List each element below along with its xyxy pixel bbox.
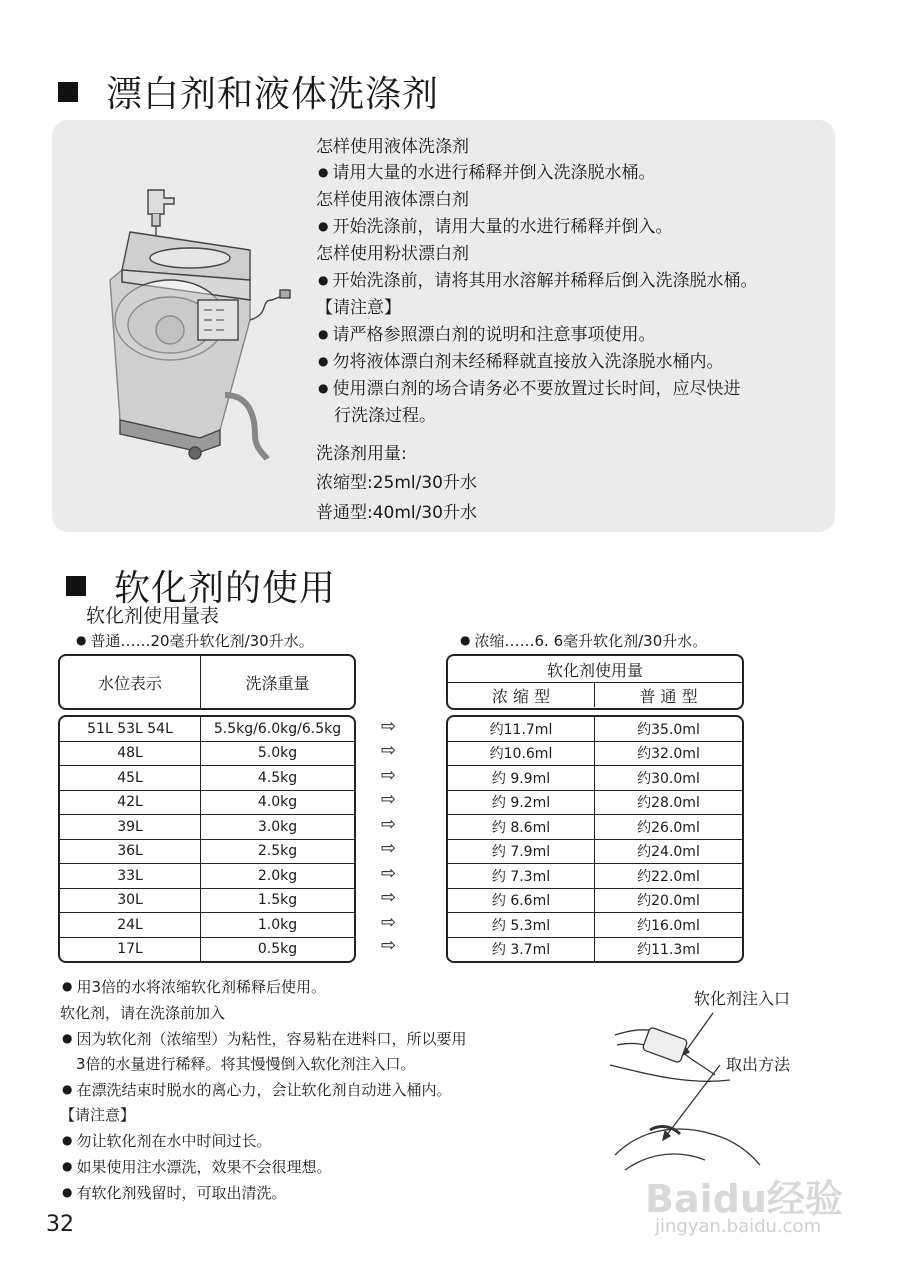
arrow-right-icon: ⇨	[381, 740, 397, 761]
section-title-text: 漂白剂和液体洗涤剂	[106, 74, 440, 115]
instruction-line: 【请注意】	[316, 298, 401, 318]
square-bullet-icon	[66, 576, 86, 596]
note-text: 浓缩……6. 6毫升软化剂/30升水。	[474, 632, 708, 650]
table-row	[448, 765, 742, 790]
instruction-line	[62, 976, 326, 999]
weight-cell: 4.5kg	[200, 766, 354, 790]
washing-machine-illustration	[100, 170, 300, 470]
weight-cell: 0.5kg	[200, 938, 354, 962]
normal-amount-cell: 约28.0ml	[594, 791, 742, 815]
normal-amount-cell: 约26.0ml	[594, 815, 742, 839]
normal-amount-cell: 约32.0ml	[594, 742, 742, 766]
normal-amount-cell: 约20.0ml	[594, 889, 742, 913]
header-normal: 普 通 型	[594, 683, 742, 707]
instruction-line	[318, 378, 740, 401]
arrow-right-icon: ⇨	[381, 863, 397, 884]
square-bullet-icon	[58, 82, 78, 102]
normal-amount-cell: 约22.0ml	[594, 864, 742, 888]
instruction-line	[62, 1079, 452, 1102]
table-row	[448, 937, 742, 962]
table-row	[60, 717, 354, 741]
table-row	[448, 814, 742, 839]
note-normal	[76, 630, 314, 653]
table-row	[60, 790, 354, 815]
instruction-text: 请严格参照漂白剂的说明和注意事项使用。	[332, 325, 656, 345]
concentrated-amount-cell: 约 7.9ml	[491, 844, 551, 861]
normal-amount-cell: 约30.0ml	[594, 766, 742, 790]
instruction-line: 怎样使用液体漂白剂	[316, 190, 469, 210]
instruction-line: 行洗涤过程。	[334, 406, 436, 426]
table-subtitle: 软化剂使用量表	[86, 605, 220, 627]
label-removal-method: 取出方法	[726, 1055, 791, 1074]
weight-cell: 5.0kg	[200, 742, 354, 766]
note-concentrated	[460, 630, 707, 653]
instruction-text: 请用大量的水进行稀释并倒入洗涤脱水桶。	[332, 163, 656, 183]
instruction-line	[318, 324, 655, 347]
table-row	[448, 888, 742, 913]
label-softener-inlet: 软化剂注入口	[694, 989, 791, 1008]
weight-cell: 2.5kg	[200, 840, 354, 864]
instruction-line	[318, 216, 672, 239]
instruction-text: 勿将液体漂白剂未经稀释就直接放入洗涤脱水桶内。	[332, 352, 724, 372]
section-title-softener	[66, 560, 336, 611]
instruction-text: 在漂洗结束时脱水的离心力，会让软化剂自动进入桶内。	[76, 1081, 452, 1099]
instruction-text: 开始洗涤前，请用大量的水进行稀释并倒入。	[332, 217, 673, 237]
header-water-level: 水位表示	[97, 673, 162, 693]
section-title-bleach	[58, 66, 439, 117]
table-row	[448, 790, 742, 815]
instruction-line	[62, 1182, 287, 1205]
table-row	[448, 717, 742, 741]
table-row	[60, 814, 354, 839]
water-level-cell: 48L	[117, 745, 143, 762]
instruction-text: 如果使用注水漂洗，效果不会很理想。	[76, 1158, 332, 1176]
concentrated-amount-cell: 约 9.2ml	[491, 795, 551, 812]
water-level-cell: 17L	[117, 941, 143, 958]
page-number: 32	[46, 1212, 74, 1237]
concentrated-amount-cell: 约 9.9ml	[491, 770, 551, 787]
header-softener-amount: 软化剂使用量	[448, 656, 742, 683]
instruction-line	[318, 270, 757, 293]
instruction-line: 软化剂，请在洗涤前加入	[60, 1004, 226, 1022]
arrow-right-icon: ⇨	[381, 887, 397, 908]
instruction-text: 用3倍的水将浓缩软化剂稀释后使用。	[76, 978, 327, 996]
arrow-right-icon: ⇨	[381, 912, 397, 933]
left-data-table	[58, 715, 356, 963]
arrow-right-icon: ⇨	[381, 838, 397, 859]
normal-amount-cell: 约35.0ml	[594, 717, 742, 741]
water-level-cell: 45L	[117, 769, 143, 786]
instruction-line: 怎样使用液体洗涤剂	[316, 137, 469, 157]
watermark-url: jingyan.baidu.com	[655, 1216, 822, 1237]
dosage-concentrated: 浓缩型:25ml/30升水	[316, 473, 478, 493]
table-row	[60, 839, 354, 864]
water-level-cell: 36L	[117, 843, 143, 860]
arrow-right-icon: ⇨	[381, 935, 397, 956]
softener-inlet-illustration	[605, 1005, 850, 1195]
normal-amount-cell: 约16.0ml	[594, 913, 742, 937]
baidu-watermark-logo: Baidu经验	[645, 1177, 843, 1221]
water-level-cell: 33L	[117, 867, 143, 884]
water-level-cell: 30L	[117, 892, 143, 909]
instruction-line	[318, 162, 655, 185]
water-level-cell: 39L	[117, 818, 143, 835]
dosage-label: 洗涤剂用量:	[316, 444, 407, 464]
concentrated-amount-cell: 约 3.7ml	[491, 942, 551, 959]
instruction-line	[62, 1028, 467, 1051]
instruction-line: 【请注意】	[60, 1106, 136, 1124]
instruction-text: 因为软化剂（浓缩型）为粘性，容易粘在进料口，所以要用	[76, 1030, 467, 1048]
normal-amount-cell: 约11.3ml	[594, 938, 742, 962]
weight-cell: 4.0kg	[200, 791, 354, 815]
note-text: 普通……20毫升软化剂/30升水。	[90, 632, 314, 650]
weight-cell: 1.5kg	[200, 889, 354, 913]
concentrated-amount-cell: 约 8.6ml	[491, 819, 551, 836]
instruction-text: 有软化剂残留时，可取出清洗。	[76, 1184, 287, 1202]
table-row	[60, 741, 354, 766]
water-level-cell: 42L	[117, 794, 143, 811]
dosage-normal: 普通型:40ml/30升水	[316, 503, 478, 523]
header-wash-weight: 洗涤重量	[200, 656, 354, 708]
weight-cell: 3.0kg	[200, 815, 354, 839]
table-row	[60, 888, 354, 913]
water-level-cell: 24L	[117, 916, 143, 933]
weight-cell: 2.0kg	[200, 864, 354, 888]
table-row	[448, 863, 742, 888]
arrow-right-icon: ⇨	[381, 814, 397, 835]
table-row	[448, 741, 742, 766]
water-level-cell: 51L 53L 54L	[87, 720, 173, 737]
table-row	[448, 912, 742, 937]
instruction-line	[318, 351, 723, 374]
table-row	[60, 765, 354, 790]
table-row	[448, 839, 742, 864]
left-table-header	[58, 654, 356, 710]
concentrated-amount-cell: 约 7.3ml	[491, 868, 551, 885]
concentrated-amount-cell: 约10.6ml	[489, 746, 553, 763]
concentrated-amount-cell: 约 6.6ml	[491, 893, 551, 910]
concentrated-amount-cell: 约11.7ml	[489, 721, 553, 738]
section-title-text: 软化剂的使用	[114, 568, 337, 609]
arrow-right-icon: ⇨	[381, 716, 397, 737]
instruction-text: 勿让软化剂在水中时间过长。	[76, 1132, 272, 1150]
instruction-line	[62, 1130, 272, 1153]
right-table-header	[446, 654, 744, 710]
normal-amount-cell: 约24.0ml	[594, 840, 742, 864]
instruction-line: 3倍的水量进行稀释。将其慢慢倒入软化剂注入口。	[76, 1055, 416, 1073]
table-row	[60, 937, 354, 962]
weight-cell: 1.0kg	[200, 913, 354, 937]
instruction-line	[62, 1156, 332, 1179]
instruction-text: 开始洗涤前，请将其用水溶解并稀释后倒入洗涤脱水桶。	[332, 271, 758, 291]
arrow-right-icon: ⇨	[381, 789, 397, 810]
weight-cell: 5.5kg/6.0kg/6.5kg	[200, 717, 354, 741]
table-row	[60, 863, 354, 888]
instruction-text: 使用漂白剂的场合请务必不要放置过长时间，应尽快进	[332, 379, 741, 399]
concentrated-amount-cell: 约 5.3ml	[491, 917, 551, 934]
right-data-table	[446, 715, 744, 963]
header-concentrated: 浓 缩 型	[491, 686, 551, 706]
instruction-line: 怎样使用粉状漂白剂	[316, 244, 469, 264]
arrow-right-icon: ⇨	[381, 765, 397, 786]
table-row	[60, 912, 354, 937]
